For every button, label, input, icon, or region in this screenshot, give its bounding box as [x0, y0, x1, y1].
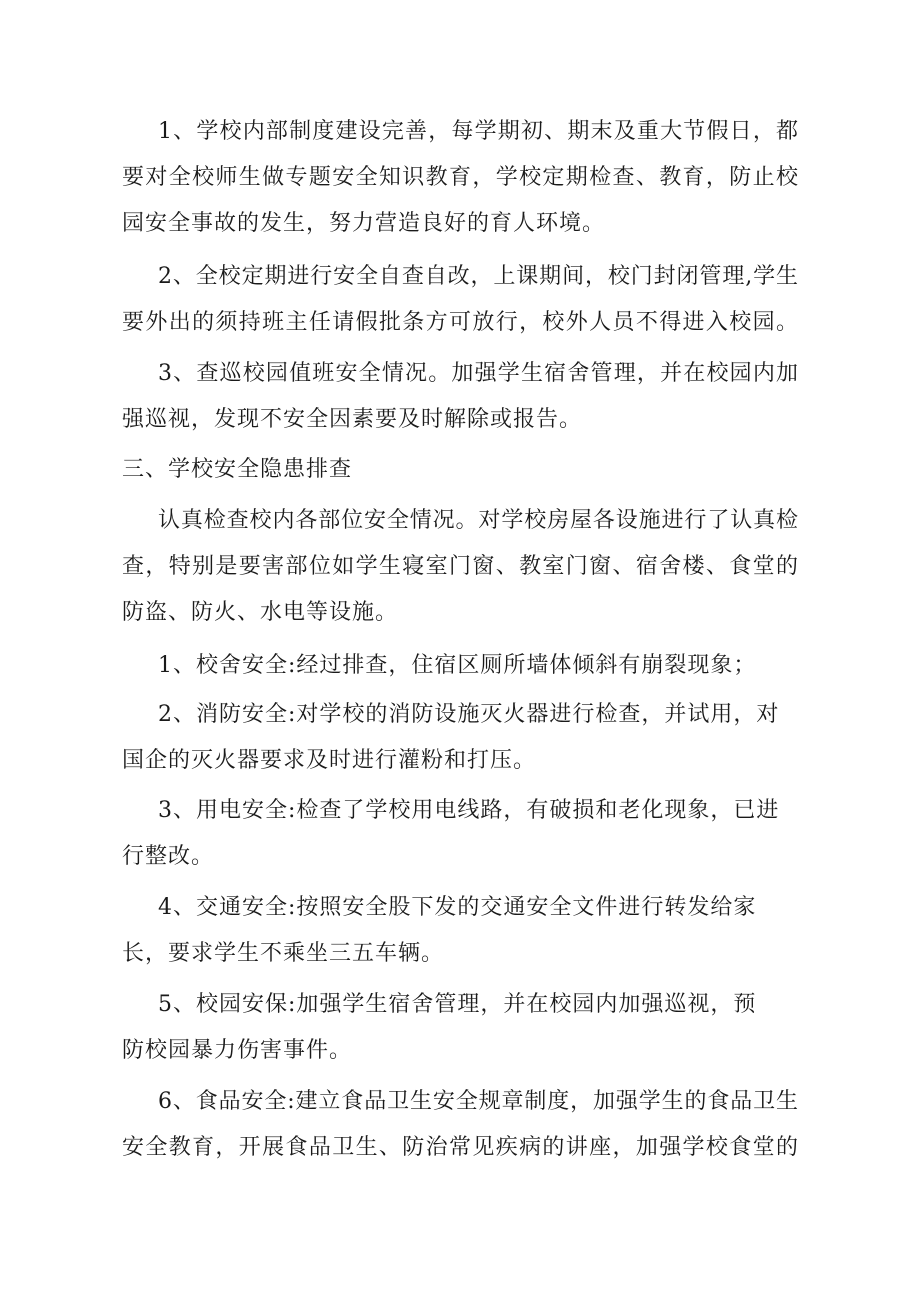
- paragraph-line: 强巡视，发现不安全因素要及时解除或报告。: [122, 407, 583, 432]
- paragraph-line: 查，特别是要害部位如学生寝室门窗、教室门窗、宿舍楼、食堂的: [122, 554, 798, 579]
- paragraph-line: 防盗、防火、水电等设施。: [122, 600, 399, 625]
- paragraph-line: 行整改。: [122, 844, 215, 869]
- paragraph-line: 4、交通安全:按照安全股下发的交通安全文件进行转发给家: [158, 895, 757, 920]
- paragraph-line: 6、食品安全:建立食品卫生安全规章制度，加强学生的食品卫生: [158, 1089, 798, 1114]
- paragraph-line: 2、全校定期进行安全自查自改，上课期间，校门封闭管理,学生: [158, 264, 798, 289]
- paragraph-line: 1、学校内部制度建设完善，每学期初、期末及重大节假日，都: [158, 119, 798, 144]
- paragraph-line: 2、消防安全:对学校的消防设施灭火器进行检查，并试用，对: [158, 702, 780, 727]
- paragraph-line: 园安全事故的发生，努力营造良好的育人环境。: [122, 211, 606, 236]
- paragraph-line: 要对全校师生做专题安全知识教育，学校定期检查、教育，防止校: [122, 165, 798, 190]
- paragraph-line: 国企的灭火器要求及时进行灌粉和打压。: [122, 748, 537, 773]
- paragraph-line: 5、校园安保:加强学生宿舍管理，并在校园内加强巡视，预: [158, 992, 757, 1017]
- paragraph-line: 3、查巡校园值班安全情况。加强学生宿舍管理，并在校园内加: [158, 361, 798, 386]
- paragraph-line: 长，要求学生不乘坐三五车辆。: [122, 941, 445, 966]
- paragraph-line: 1、校舍安全:经过排查，住宿区厕所墙体倾斜有崩裂现象；: [158, 653, 757, 678]
- paragraph-line: 安全教育，开展食品卫生、防治常见疾病的讲座，加强学校食堂的: [122, 1135, 798, 1160]
- paragraph-line: 认真检查校内各部位安全情况。对学校房屋各设施进行了认真检: [158, 508, 798, 533]
- paragraph-line: 要外出的须持班主任请假批条方可放行，校外人员不得进入校园。: [122, 310, 798, 335]
- heading-line: 三、学校安全隐患排查: [122, 457, 353, 482]
- paragraph-line: 3、用电安全:检查了学校用电线路，有破损和老化现象，已进: [158, 798, 780, 823]
- paragraph-line: 防校园暴力伤害事件。: [122, 1038, 353, 1063]
